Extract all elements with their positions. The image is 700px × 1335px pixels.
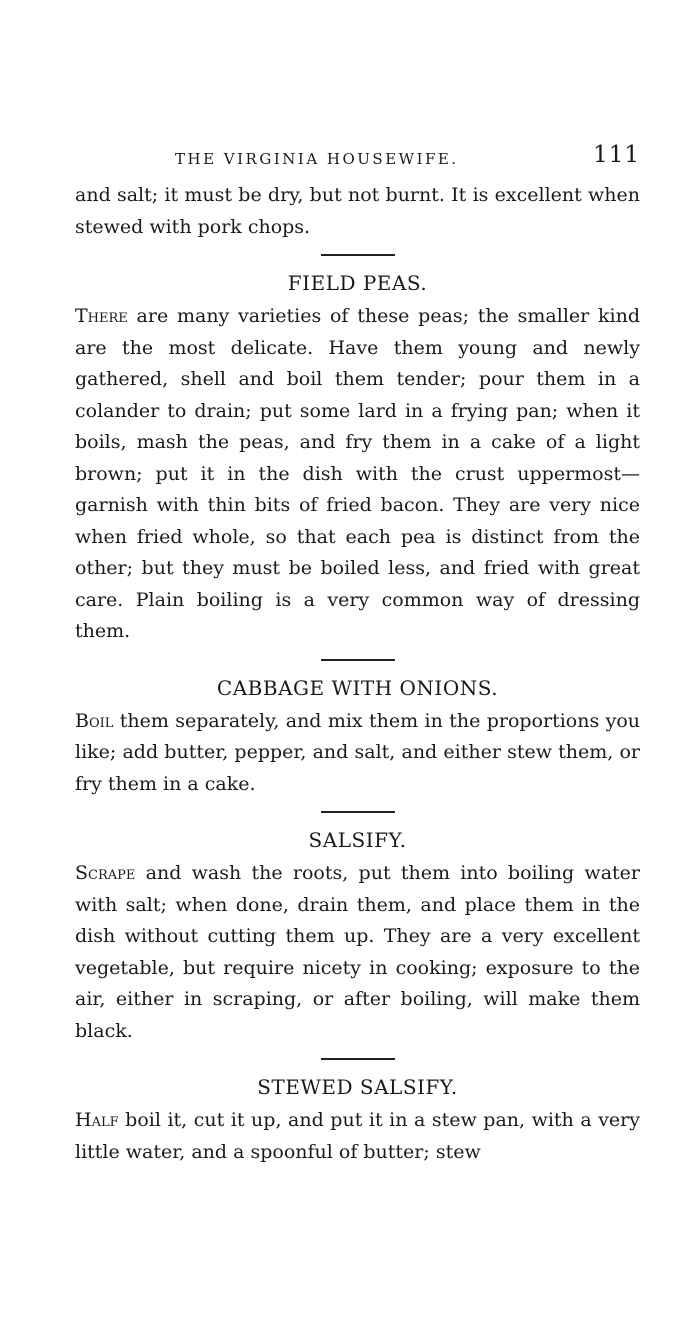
recipe-cabbage-with-onions <box>75 673 640 801</box>
section-divider <box>321 1058 395 1060</box>
recipe-title: CABBAGE WITH ONIONS. <box>216 675 499 700</box>
page-number: 111 <box>593 142 640 168</box>
recipe-text <box>75 1105 640 1168</box>
recipe-body: them separately, and mix them in the proportions you like; add butter, pepper, and salt, and either stew them, or fry them in a cake. <box>75 709 640 795</box>
section-divider <box>321 659 395 661</box>
recipe-body: and wash the roots, put them into boiling water with salt; when done, drain them, and place them in the dish without cutting them up. They are a very excellent vegetable, but require nicety in cooking; exposure to the air, either in scraping, or after boiling, will make them black. <box>75 862 640 1042</box>
running-title: THE VIRGINIA HOUSEWIFE. <box>175 150 459 168</box>
recipe-salsify <box>75 825 640 1047</box>
recipe-text <box>75 301 640 648</box>
recipe-title: SALSIFY. <box>308 828 407 852</box>
recipe-text <box>75 706 640 801</box>
recipe-title: FIELD PEAS. <box>287 271 428 295</box>
recipe-body: are many varieties of these peas; the smaller kind are the most delicate. Have them young and newly gathered, shell and boil them tender; pour them in a colander to drain; put some lard in a frying pan; when it boils, mash the peas, and fry them in a cake of a light brown; put it in the dish with the crust uppermost—garnish with thin bits of fried bacon. They are very nice when fried whole, so that each pea is distinct from the other; but they must be boiled less, and fried with great care. Plain boiling is a very common way of dressing them. <box>75 305 640 642</box>
running-head <box>75 140 640 180</box>
recipe-lead-word: Scrape <box>75 862 136 884</box>
recipe-stewed-salsify <box>75 1072 640 1168</box>
recipe-title: STEWED SALSIFY. <box>257 1075 458 1099</box>
recipe-lead-word: Boil <box>75 709 114 732</box>
recipe-field-peas <box>75 268 640 648</box>
recipe-lead-word: There <box>75 305 128 327</box>
recipe-body: boil it, cut it up, and put it in a stew pan, with a very little water, and a spoonful of butter; stew <box>75 1109 640 1163</box>
section-divider <box>321 811 395 813</box>
recipe-lead-word: Half <box>75 1109 119 1131</box>
recipe-text <box>75 858 640 1047</box>
continuation-paragraph: and salt; it must be dry, but not burnt. It is excellent when stewed with pork chops. <box>75 184 640 238</box>
section-divider <box>321 254 395 256</box>
